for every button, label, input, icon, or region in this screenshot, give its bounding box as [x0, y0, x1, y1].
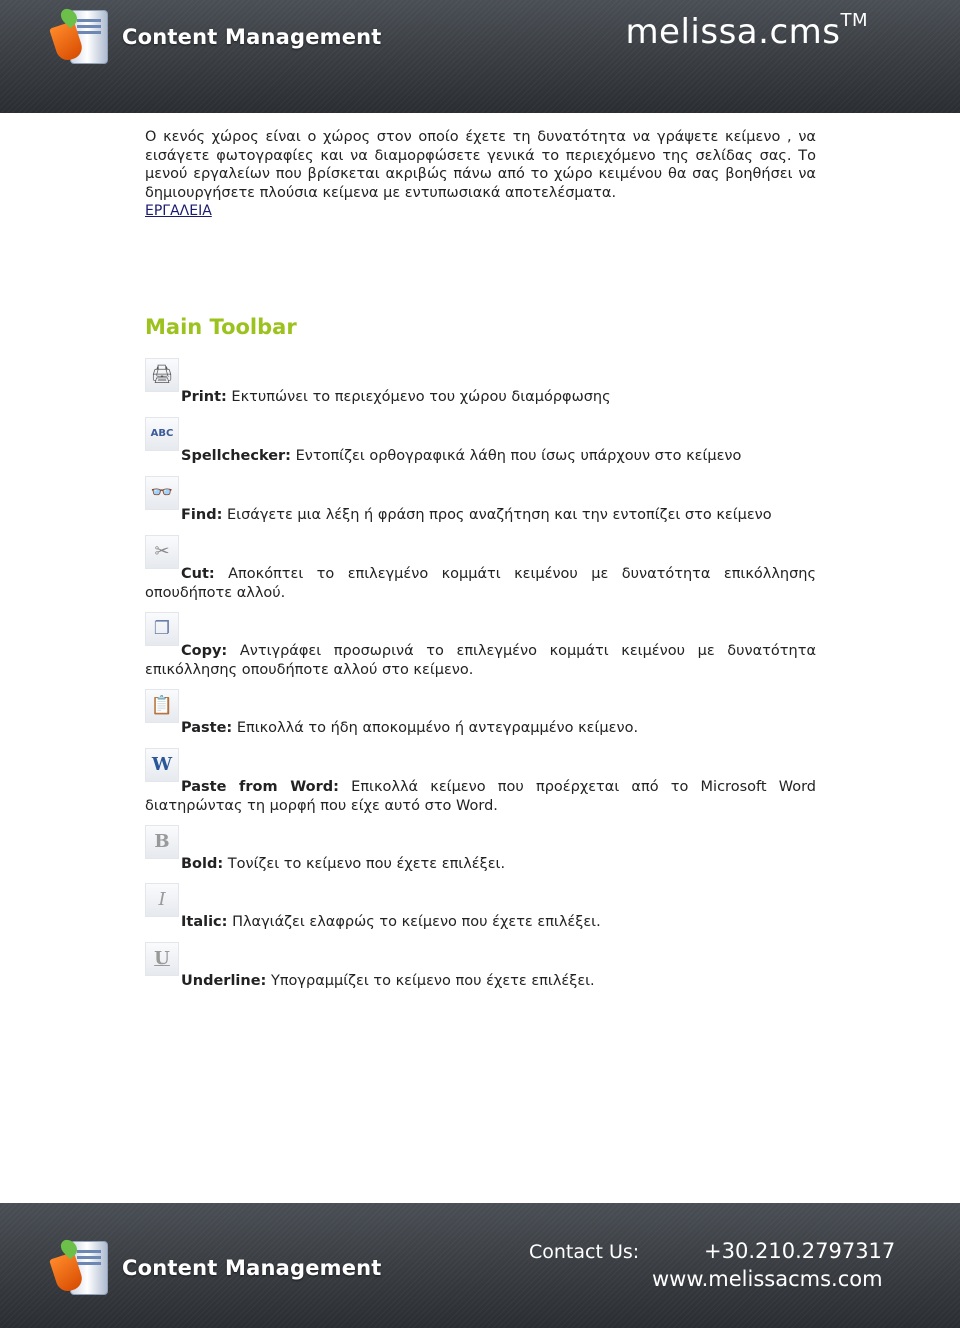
contact-phone[interactable]: +30.210.2797317	[704, 1239, 896, 1263]
binoculars-icon: 👓	[145, 476, 179, 510]
tool-term: Print:	[181, 389, 227, 405]
tool-term: Paste:	[181, 720, 233, 736]
footer-logo	[52, 1237, 382, 1299]
paste-word-icon: W	[145, 748, 179, 782]
tool-item-paste-from-word	[145, 753, 816, 815]
tool-term: Bold:	[181, 856, 224, 872]
italic-icon: I	[145, 883, 179, 917]
print-icon: 🖨	[145, 358, 179, 392]
intro-paragraph	[145, 128, 816, 221]
tool-desc: Εντοπίζει ορθογραφικά λάθη που ίσως υπάρχουν στο κείμενο	[295, 448, 742, 464]
spellcheck-icon: ABC	[145, 417, 179, 451]
tool-item-italic	[145, 888, 816, 932]
tool-item-bold	[145, 830, 816, 874]
tool-term: Copy:	[181, 643, 228, 659]
tool-desc: Υπογραμμίζει το κείμενο που έχετε επιλέξει.	[270, 973, 595, 989]
tool-item-paste	[145, 694, 816, 738]
tool-term: Cut:	[181, 566, 215, 582]
tool-item-underline	[145, 947, 816, 991]
brand-name	[625, 12, 868, 52]
tool-desc: Αντιγράφει προσωρινά το επιλεγμένο κομμάτι κειμένου με δυνατότητα επικόλλησης οπουδήποτε αλλού στο κείμενο.	[145, 643, 816, 678]
tool-item-copy	[145, 617, 816, 679]
brand-text: melissa.cms	[625, 12, 841, 52]
contact-website[interactable]: www.melissacms.com	[652, 1267, 883, 1291]
cms-logo-icon	[52, 6, 114, 68]
tool-term: Italic:	[181, 914, 228, 930]
tool-term: Underline:	[181, 973, 267, 989]
tool-desc: Εισάγετε μια λέξη ή φράση προς αναζήτηση και την εντοπίζει στο κείμενο	[227, 507, 772, 523]
page-header	[0, 0, 960, 113]
page-footer	[0, 1203, 960, 1328]
tool-desc: Πλαγιάζει ελαφρώς το κείμενο που έχετε επιλέξει.	[232, 914, 601, 930]
tool-desc: Τονίζει το κείμενο που έχετε επιλέξει.	[227, 856, 506, 872]
scissors-icon: ✂	[145, 535, 179, 569]
tool-desc: Επικολλά το ήδη αποκομμένο ή αντεγραμμένο κείμενο.	[236, 720, 639, 736]
tool-term: Find:	[181, 507, 223, 523]
paste-icon: 📋	[145, 689, 179, 723]
tool-desc: Εκτυπώνει το περιεχόμενο του χώρου διαμόρφωσης	[231, 389, 611, 405]
tool-term: Paste from Word:	[181, 779, 339, 795]
tool-term: Spellchecker:	[181, 448, 291, 464]
header-logo	[52, 6, 382, 68]
tool-item-cut	[145, 540, 816, 602]
copy-icon: ❐	[145, 612, 179, 646]
tool-item-find	[145, 481, 816, 525]
contact-label: Contact Us:	[529, 1241, 640, 1263]
underline-icon: U	[145, 942, 179, 976]
header-product-name: Content Management	[122, 25, 382, 49]
intro-text: Ο κενός χώρος είναι ο χώρος στον οποίο έχετε τη δυνατότητα να γράψετε κείμενο , να εισάγετε φωτογραφίες και να διαμορφώσετε γενικά το περιεχόμενο της σελίδας σας. Το μενού εργαλείων που βρίσκεται ακριβώς πάνω από το χώρο κειμένου θα σας βοηθήσει να δημιουργήσετε πλούσια κείμενα με εντυπωσιακά αποτελέσματα.	[145, 129, 816, 201]
footer-product-name: Content Management	[122, 1256, 382, 1280]
tools-link[interactable]: ΕΡΓΑΛΕΙΑ	[145, 203, 212, 220]
cms-logo-icon	[52, 1237, 114, 1299]
tool-item-print	[145, 363, 816, 407]
tool-desc: Επικολλά κείμενο που προέρχεται από το Microsoft Word διατηρώντας τη μορφή που είχε αυτό στο Word.	[145, 779, 816, 814]
bold-icon: B	[145, 825, 179, 859]
trademark: TM	[840, 10, 868, 31]
tool-desc: Αποκόπτει το επιλεγμένο κομμάτι κειμένου με δυνατότητα επικόλλησης οπουδήποτε αλλού.	[145, 566, 816, 601]
tool-item-spellchecker	[145, 427, 816, 466]
section-title: Main Toolbar	[145, 315, 297, 339]
